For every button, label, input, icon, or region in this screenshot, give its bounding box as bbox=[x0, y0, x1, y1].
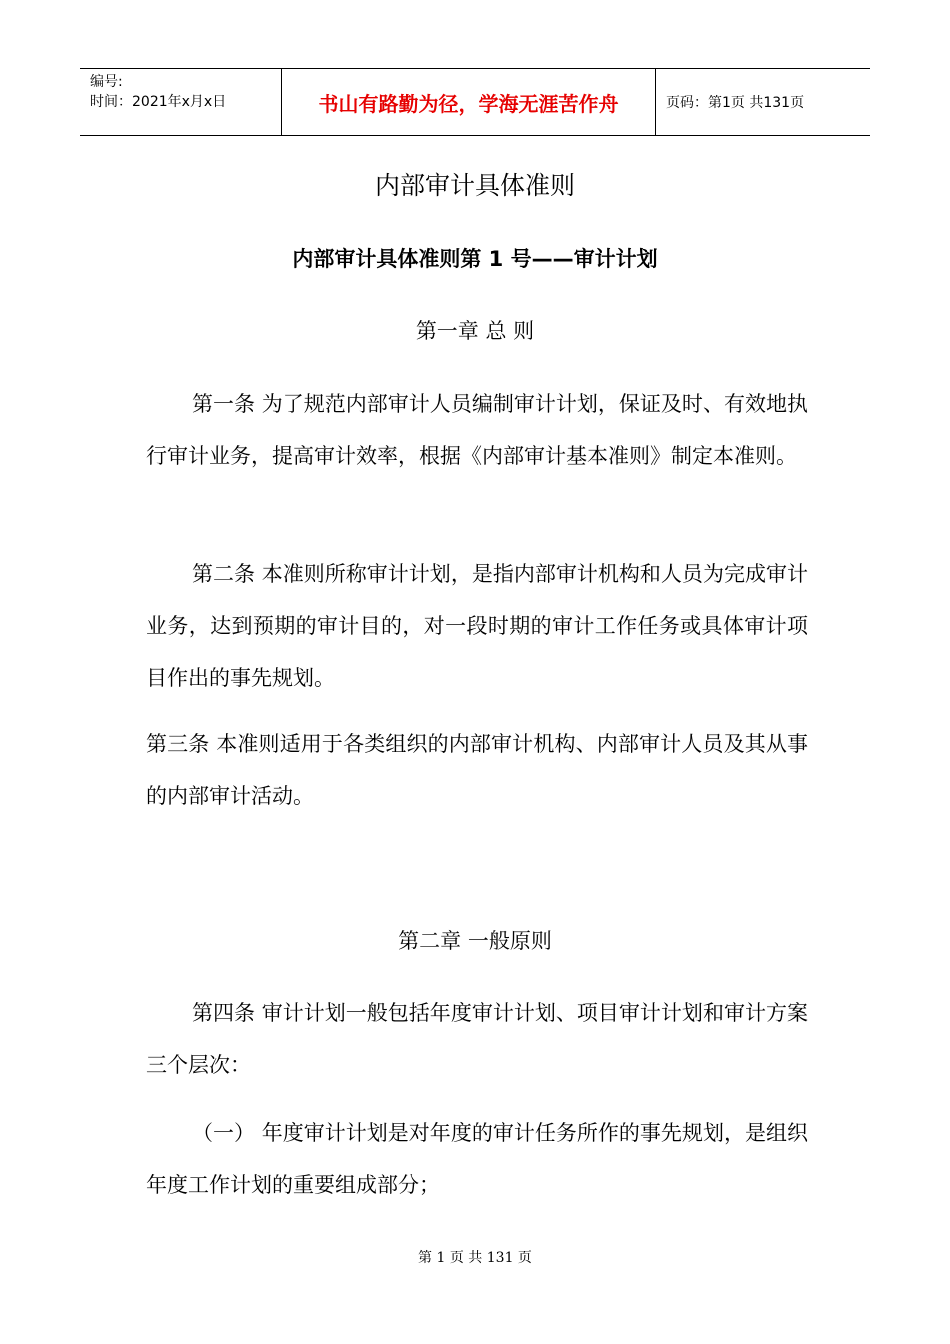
chapter-2-heading: 第二章 一般原则 bbox=[398, 929, 552, 953]
article-3-text: 第三条 本准则适用于各类组织的内部审计机构、内部审计人员及其从事的内部审计活动。 bbox=[146, 732, 808, 808]
chapter-1-heading: 第一章 总 则 bbox=[415, 319, 535, 343]
article-2-text: 第二条 本准则所称审计计划，是指内部审计机构和人员为完成审计业务，达到预期的审计目的，对一段时期的审计工作任务或具体审计项目作出的事先规划。 bbox=[146, 562, 808, 690]
sub-title: 内部审计具体准则第 1 号——审计计划 bbox=[292, 247, 658, 271]
article-4-text: 第四条 审计计划一般包括年度审计计划、项目审计计划和审计方案三个层次： bbox=[146, 1001, 808, 1077]
document-header bbox=[80, 68, 870, 136]
header-meta bbox=[80, 69, 281, 135]
list-item-1-text: （一） 年度审计计划是对年度的审计任务所作的事先规划，是组织年度工作计划的重要组成部分； bbox=[146, 1121, 808, 1197]
header-page-info: 页码：第1页 共131页 bbox=[666, 95, 805, 111]
article-1 bbox=[146, 378, 808, 482]
article-2 bbox=[146, 548, 808, 704]
article-4 bbox=[146, 987, 808, 1091]
article-1-text: 第一条 为了规范内部审计人员编制审计计划，保证及时、有效地执行审计业务，提高审计效率，根据《内部审计基本准则》制定本准则。 bbox=[146, 392, 808, 468]
page-footer: 第 1 页 共 131 页 bbox=[418, 1250, 532, 1266]
article-3 bbox=[146, 718, 808, 822]
list-item-1 bbox=[146, 1107, 808, 1211]
header-motto: 书山有路勤为径，学海无涯苦作舟 bbox=[281, 69, 656, 135]
main-title: 内部审计具体准则 bbox=[374, 171, 575, 200]
number-label: 编号: bbox=[90, 74, 123, 90]
time-label: 时间：2021年x月x日 bbox=[90, 94, 227, 110]
